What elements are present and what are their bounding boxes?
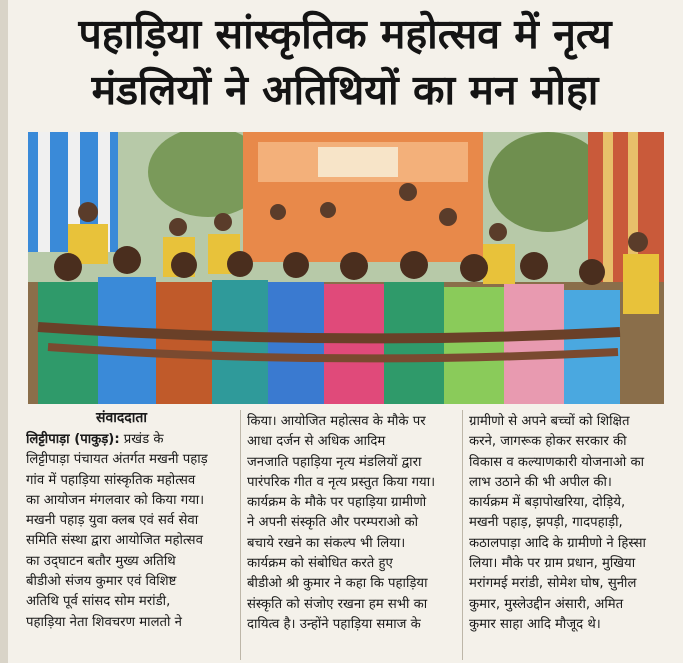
article-column-3 <box>469 412 665 635</box>
article-line: संस्कृति को संजोए रखना हम सभी का <box>247 596 428 612</box>
article-line: दायित्व है। उन्होंने पहाड़िया समाज के <box>247 616 421 632</box>
dance-troupe-illustration <box>28 132 664 404</box>
byline: संवाददाता <box>96 410 147 426</box>
article-line: कुमार, मुस्लेउद्दीन अंसारी, अमित <box>469 596 624 612</box>
headline-line-1: पहाड़िया सांस्कृतिक महोत्सव में नृत्य <box>78 10 612 58</box>
article-line: किया। आयोजित महोत्सव के मौके पर <box>247 414 426 429</box>
column-divider <box>462 410 463 660</box>
news-photo <box>28 132 664 404</box>
article-line: विकास व कल्याणकारी योजनाओ का <box>469 454 645 470</box>
article-line: समिति संस्था द्वारा आयोजित महोत्सव <box>26 533 203 549</box>
article-line: कार्यक्रम में बड़ापोखरिया, दोड़िये, <box>469 495 626 511</box>
article-line: कुमार साहा आदि मौजूद थे। <box>469 616 601 632</box>
article-line: बचाये रखने का संकल्प भी लिया। <box>247 535 406 551</box>
article-column-1 <box>26 430 234 633</box>
article-line: पारंपरिक गीत व नृत्य प्रस्तुत किया गया। <box>247 474 436 490</box>
article-line: ने अपनी संस्कृति और परम्पराओ को <box>247 515 418 531</box>
article-line: करने, जागरूक होकर सरकार की <box>469 434 627 450</box>
article-line: का आयोजन मंगलवार को किया गया। <box>26 492 205 508</box>
article-line: मरांगमई मरांडी, सोमेश घोष, सुनील <box>469 576 637 592</box>
article-line: कठालपाड़ा आदि के ग्रामीणो ने हिस्सा <box>469 535 646 551</box>
article-line: लाभ उठाने की भी अपील की। <box>469 474 612 490</box>
article-line: कार्यक्रम के मौके पर पहाड़िया ग्रामीणो <box>247 495 427 511</box>
article-line <box>26 430 234 450</box>
dateline: लिट्टीपाड़ा (पाकुड़): <box>26 432 120 447</box>
article-line: लिया। मौके पर ग्राम प्रधान, मुखिया <box>469 556 636 572</box>
article-line: आधा दर्जन से अधिक आदिम <box>247 434 386 450</box>
article-line: बीडीओ श्री कुमार ने कहा कि पहाड़िया <box>247 576 428 592</box>
article-line: मखनी पहाड़, झपड़ी, गादपहाड़ी, <box>469 515 623 531</box>
article-line: जनजाति पहाड़िया नृत्य मंडलियों द्वारा <box>247 454 422 470</box>
scan-edge <box>0 0 8 663</box>
article-line: पहाड़िया नेता शिवचरण मालतो ने <box>26 614 182 630</box>
article-line: गांव में पहाड़िया सांस्कृतिक महोत्सव <box>26 472 196 488</box>
article-line: बीडीओ संजय कुमार एवं विशिष्ट <box>26 574 177 590</box>
article-line: मखनी पहाड़ युवा क्लब एवं सर्व सेवा <box>26 513 199 529</box>
article-line: अतिथि पूर्व सांसद सोम मरांडी, <box>26 594 171 610</box>
article-line: का उद्‌घाटन बतौर मुख्य अतिथि <box>26 553 176 569</box>
article-line: ग्रामीणो से अपने बच्चों को शिक्षित <box>469 414 630 429</box>
headline-line-2: मंडलियों ने अतिथियों का मन मोहा <box>91 66 599 114</box>
article-line-rest: प्रखंड के <box>119 432 164 447</box>
article-line: कार्यक्रम को संबोधित करते हुए <box>247 556 393 572</box>
article-column-2 <box>247 412 455 635</box>
column-divider <box>240 410 241 660</box>
article-line: लिट्टीपाड़ा पंचायत अंतर्गत मखनी पहाड़ <box>26 452 208 468</box>
